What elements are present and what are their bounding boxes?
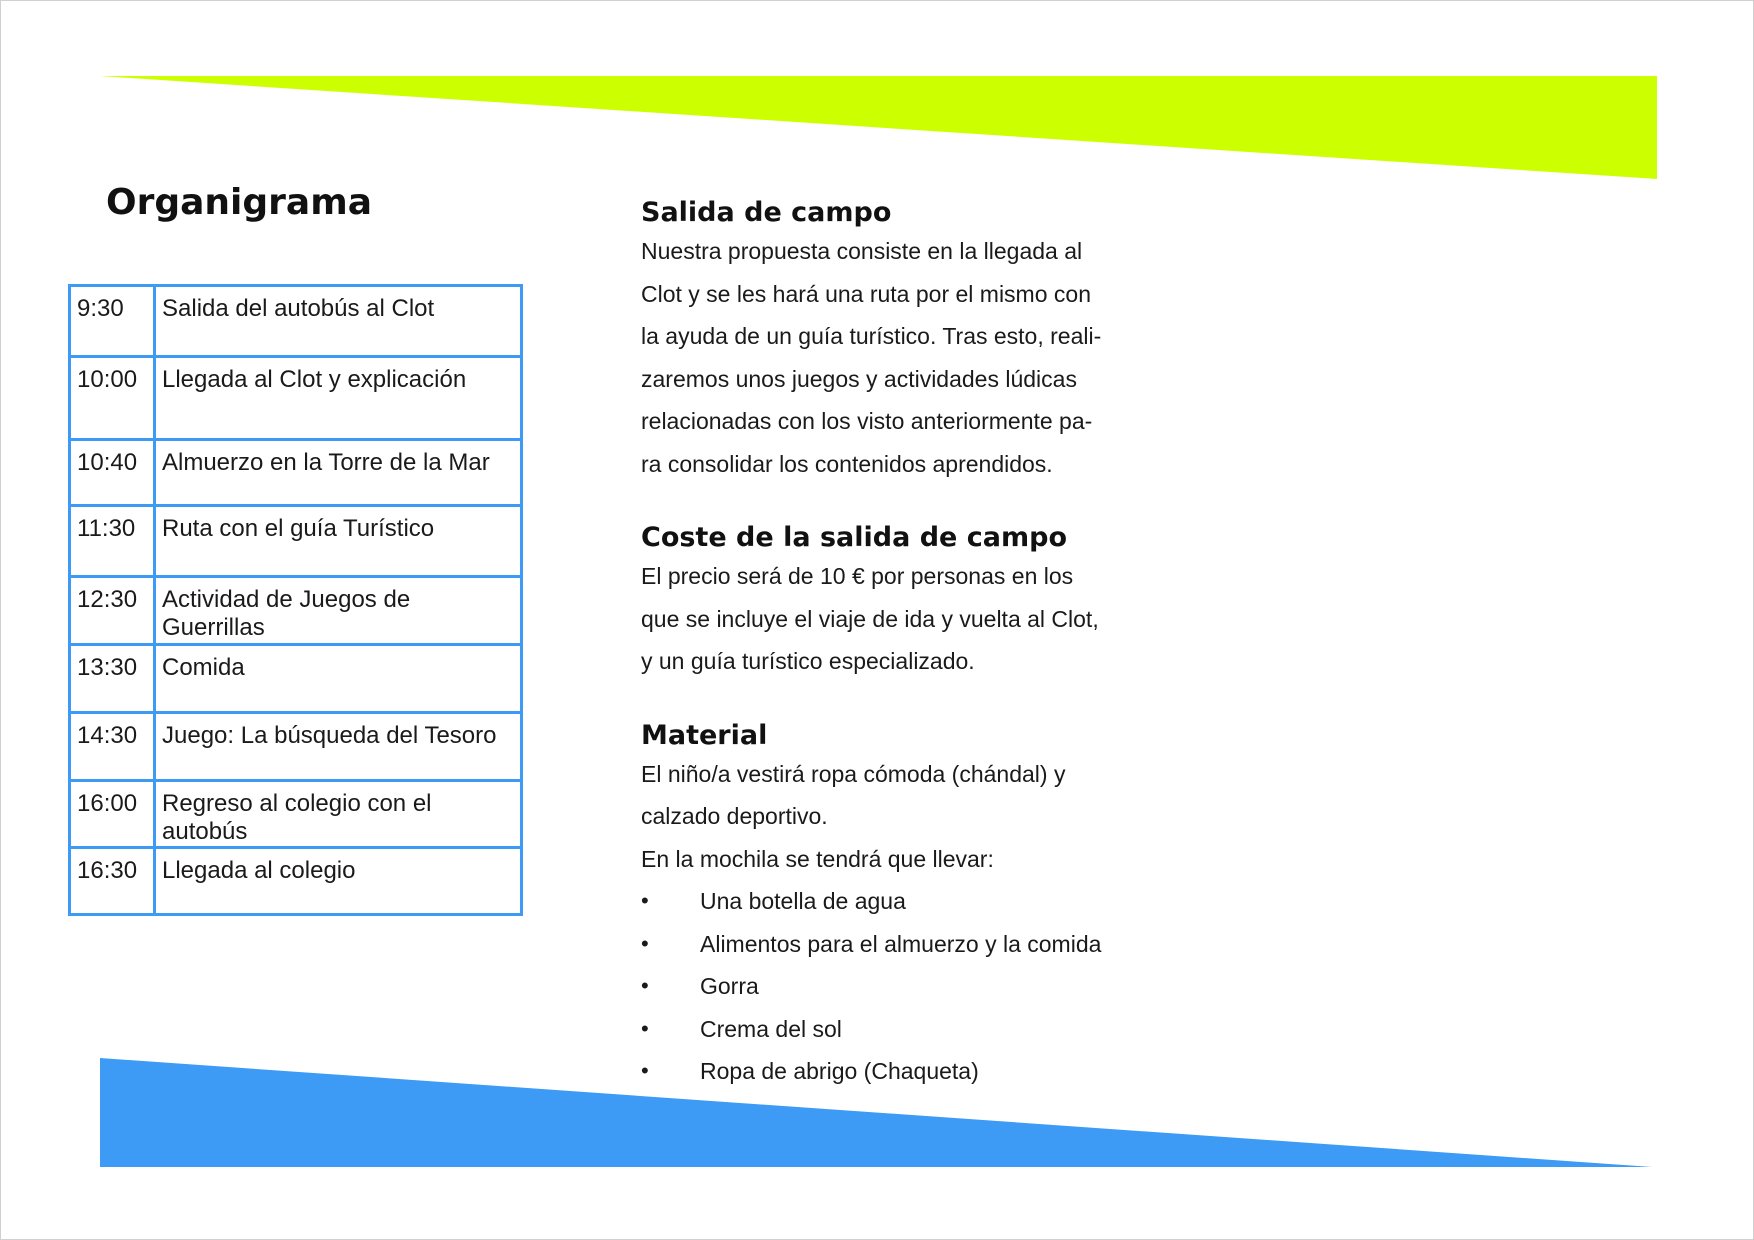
schedule-activity: Juego: La búsqueda del Tesoro bbox=[155, 713, 522, 781]
schedule-activity: Ruta con el guía Turístico bbox=[155, 506, 522, 577]
schedule-time: 10:40 bbox=[70, 440, 155, 506]
list-item: • Crema del sol bbox=[641, 1008, 1131, 1051]
salida-line: zaremos unos juegos y actividades lúdicas bbox=[641, 365, 1077, 392]
schedule-activity: Comida bbox=[155, 645, 522, 713]
list-item: • Alimentos para el almuerzo y la comida bbox=[641, 923, 1131, 966]
list-item: • Gorra bbox=[641, 965, 1131, 1008]
schedule-row bbox=[70, 713, 522, 781]
schedule-activity: Llegada al Clot y explicación bbox=[155, 357, 522, 440]
schedule-activity: Almuerzo en la Torre de la Mar bbox=[155, 440, 522, 506]
coste-heading: Coste de la salida de campo bbox=[641, 522, 1067, 553]
lime-banner bbox=[100, 76, 1657, 179]
salida-line: Clot y se les hará una ruta por el mismo con bbox=[641, 280, 1091, 307]
list-item: • Ropa de abrigo (Chaqueta) bbox=[641, 1050, 1131, 1093]
schedule-time: 11:30 bbox=[70, 506, 155, 577]
coste-line: y un guía turístico especializado. bbox=[641, 648, 975, 674]
salida-line: la ayuda de un guía turístico. Tras esto, reali- bbox=[641, 323, 1102, 349]
coste-line: El precio será de 10 € por personas en los bbox=[641, 563, 1074, 589]
schedule-time: 10:00 bbox=[70, 357, 155, 440]
schedule-activity: Llegada al colegio bbox=[155, 848, 522, 915]
salida-line: Nuestra propuesta consiste en la llegada al bbox=[641, 238, 1083, 264]
schedule-time: 13:30 bbox=[70, 645, 155, 713]
schedule-time: 16:30 bbox=[70, 848, 155, 915]
salida-section bbox=[641, 196, 1131, 485]
schedule-time: 14:30 bbox=[70, 713, 155, 781]
schedule-activity: Regreso al colegio con el autobús bbox=[155, 781, 522, 848]
salida-line: ra consolidar los contenidos aprendidos. bbox=[641, 450, 1053, 477]
salida-line: relacionadas con los visto anteriormente pa- bbox=[641, 408, 1093, 434]
schedule-row bbox=[70, 286, 522, 357]
salida-heading: Salida de campo bbox=[641, 197, 892, 228]
schedule-time: 16:00 bbox=[70, 781, 155, 848]
list-item: • Una botella de agua bbox=[641, 880, 1131, 923]
schedule-row bbox=[70, 781, 522, 848]
material-list bbox=[641, 880, 1131, 1093]
schedule-row bbox=[70, 848, 522, 915]
schedule-activity: Actividad de Juegos de Guerrillas bbox=[155, 577, 522, 645]
schedule-row bbox=[70, 440, 522, 506]
schedule-row bbox=[70, 645, 522, 713]
schedule-time: 9:30 bbox=[70, 286, 155, 357]
material-line: En la mochila se tendrá que llevar: bbox=[641, 845, 994, 872]
schedule-row bbox=[70, 357, 522, 440]
material-line: calzado deportivo. bbox=[641, 803, 828, 829]
info-column bbox=[641, 196, 1131, 1093]
organigrama-title: Organigrama bbox=[106, 182, 373, 223]
schedule-row bbox=[70, 577, 522, 645]
coste-section bbox=[641, 521, 1131, 683]
schedule-time: 12:30 bbox=[70, 577, 155, 645]
schedule-table bbox=[68, 284, 523, 916]
coste-line: que se incluye el viaje de ida y vuelta al Clot, bbox=[641, 605, 1099, 632]
material-line: El niño/a vestirá ropa cómoda (chándal) y bbox=[641, 760, 1066, 787]
material-heading: Material bbox=[641, 719, 768, 751]
schedule-row bbox=[70, 506, 522, 577]
material-section bbox=[641, 719, 1131, 1093]
schedule-activity: Salida del autobús al Clot bbox=[155, 286, 522, 357]
